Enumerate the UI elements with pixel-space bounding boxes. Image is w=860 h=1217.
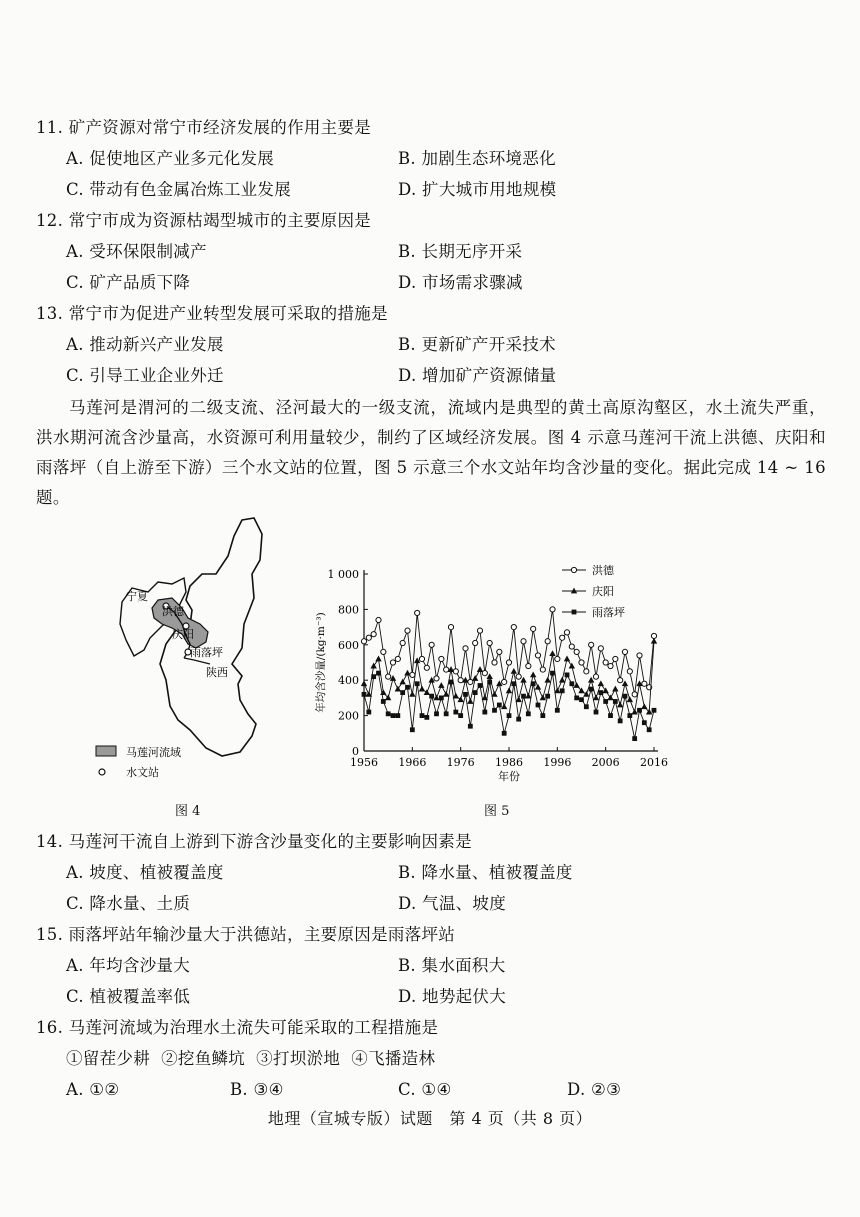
point-hongde [468, 679, 473, 684]
question-12-option-d: D. 市场需求骤减 [398, 273, 523, 292]
point-yuluoping [584, 704, 589, 709]
point-yuluoping [487, 680, 492, 685]
y-tick-label: 200 [338, 709, 359, 723]
point-hongde [458, 678, 463, 683]
point-hongde [419, 656, 424, 661]
point-qingyang [530, 671, 536, 677]
legend-station-icon [99, 769, 105, 775]
point-yuluoping [642, 720, 647, 725]
point-hongde [637, 653, 642, 658]
point-hongde [386, 674, 391, 679]
point-yuluoping [603, 699, 608, 704]
point-hongde [487, 640, 492, 645]
point-hongde [381, 649, 386, 654]
point-qingyang [559, 677, 565, 683]
point-hongde [424, 665, 429, 670]
legend-basin-label: 马莲河流域 [126, 746, 181, 759]
point-hongde [405, 628, 410, 633]
point-yuluoping [531, 681, 536, 686]
point-hongde [521, 639, 526, 644]
point-hongde [535, 653, 540, 658]
point-hongde [564, 630, 569, 635]
question-16-items: ①留茬少耕 ②挖鱼鳞坑 ③打坝淤地 ④飞播造林 [66, 1049, 436, 1068]
point-qingyang [617, 702, 623, 708]
point-qingyang [399, 679, 405, 685]
point-qingyang [457, 696, 463, 702]
question-14-option-c: C. 降水量、土质 [66, 894, 191, 913]
point-hongde [482, 671, 487, 676]
map-label-ningxia: 宁夏 [126, 590, 148, 603]
point-hongde [555, 656, 560, 661]
point-yuluoping [569, 681, 574, 686]
point-yuluoping [366, 710, 371, 715]
question-16-stem: 16. 马莲河流域为治理水土流失可能采取的工程措施是 [36, 1018, 439, 1037]
point-yuluoping [405, 685, 410, 690]
point-qingyang [535, 684, 541, 690]
point-hongde [400, 640, 405, 645]
question-15-option-d: D. 地势起伏大 [398, 987, 507, 1006]
point-hongde [632, 692, 637, 697]
point-hongde [540, 667, 545, 672]
point-qingyang [627, 696, 633, 702]
point-hongde [579, 660, 584, 665]
x-tick-label: 2006 [591, 756, 620, 769]
point-hongde [366, 635, 371, 640]
legend-station-label: 水文站 [126, 766, 159, 779]
point-yuluoping [516, 717, 521, 722]
point-yuluoping [627, 713, 632, 718]
question-11-option-b: B. 加剧生态环境恶化 [398, 149, 556, 168]
point-hongde [613, 656, 618, 661]
point-hongde [603, 660, 608, 665]
point-hongde [608, 663, 613, 668]
question-13-option-a: A. 推动新兴产业发展 [66, 335, 224, 354]
reading-passage: 马莲河是渭河的二级支流、泾河最大的一级支流，流域内是典型的黄土高原沟壑区，水土流失严重，洪水期河流含沙量高，水资源可利用量较少，制约了区域经济发展。图 4 示意马莲河干流上洪德、庆阳和雨落坪（自上游至下游）三个水文站的位置，图 5 示意三个水文站年均含沙量的变化。据此完成 14 ~ 16 题。 [36, 398, 826, 507]
point-yuluoping [565, 672, 570, 677]
figure-4-map [92, 514, 272, 814]
point-hongde [444, 667, 449, 672]
point-hongde [618, 678, 623, 683]
point-yuluoping [623, 694, 628, 699]
question-15-option-a: A. 年均含沙量大 [66, 956, 191, 975]
point-hongde [463, 646, 468, 651]
question-13-option-d: D. 增加矿产资源储量 [398, 366, 557, 385]
point-yuluoping [458, 713, 463, 718]
figure-5-caption: 图 5 [484, 804, 510, 819]
question-11-option-a: A. 促使地区产业多元化发展 [66, 149, 275, 168]
question-13-option-b: B. 更新矿产开采技术 [398, 335, 556, 354]
map-label-shaanxi: 陕西 [206, 666, 228, 679]
point-yuluoping [540, 713, 545, 718]
point-yuluoping [492, 708, 497, 713]
point-qingyang [375, 656, 381, 662]
point-hongde [550, 607, 555, 612]
point-yuluoping [371, 674, 376, 679]
point-qingyang [564, 656, 570, 662]
point-yuluoping [511, 681, 516, 686]
point-yuluoping [376, 671, 381, 676]
point-qingyang [424, 689, 430, 695]
series-line-qingyang [364, 641, 654, 712]
point-yuluoping [424, 715, 429, 720]
map-label-yuluoping: 雨落坪 [190, 646, 223, 659]
question-14-option-b: B. 降水量、植被覆盖度 [398, 863, 573, 882]
point-hongde [395, 656, 400, 661]
point-yuluoping [473, 690, 478, 695]
point-hongde [448, 625, 453, 630]
question-11-stem: 11. 矿产资源对常宁市经济发展的作用主要是 [36, 118, 372, 137]
point-hongde [410, 672, 415, 677]
point-yuluoping [579, 697, 584, 702]
question-14-option-d: D. 气温、坡度 [398, 894, 507, 913]
map-label-hongde: 洪德 [162, 605, 184, 618]
figure-5-chart [308, 556, 678, 791]
point-yuluoping [613, 699, 618, 704]
point-yuluoping [395, 713, 400, 718]
legend-label-yuluoping: 雨落坪 [592, 606, 625, 619]
point-qingyang [409, 691, 415, 697]
point-yuluoping [468, 724, 473, 729]
point-hongde [560, 635, 565, 640]
point-hongde [497, 649, 502, 654]
point-yuluoping [507, 713, 512, 718]
x-axis-label: 年份 [498, 770, 520, 783]
point-qingyang [472, 675, 478, 681]
series-line-yuluoping [364, 673, 654, 738]
point-hongde [506, 660, 511, 665]
y-tick-label: 400 [338, 674, 359, 688]
point-qingyang [443, 691, 449, 697]
point-qingyang [404, 670, 410, 676]
point-yuluoping [555, 708, 560, 713]
point-yuluoping [594, 710, 599, 715]
point-qingyang [506, 687, 512, 693]
question-16-option-d: D. ②③ [567, 1080, 622, 1099]
point-hongde [642, 681, 647, 686]
point-qingyang [467, 698, 473, 704]
point-hongde [569, 644, 574, 649]
point-qingyang [433, 695, 439, 701]
point-hongde [439, 656, 444, 661]
y-tick-label: 1 000 [327, 568, 359, 581]
point-yuluoping [637, 708, 642, 713]
point-qingyang [641, 703, 647, 709]
point-hongde [574, 649, 579, 654]
point-yuluoping [420, 713, 425, 718]
point-qingyang [583, 691, 589, 697]
series-line-hongde [364, 609, 654, 694]
point-hongde [589, 642, 594, 647]
question-13-option-c: C. 引导工业企业外迁 [66, 366, 224, 385]
question-12-option-b: B. 长期无序开采 [398, 242, 523, 261]
point-hongde [627, 669, 632, 674]
point-yuluoping [632, 736, 637, 741]
point-hongde [651, 633, 656, 638]
point-yuluoping [521, 694, 526, 699]
y-tick-label: 600 [338, 638, 359, 652]
map-label-qingyang: 庆阳 [172, 628, 194, 641]
question-11-option-d: D. 扩大城市用地规模 [398, 180, 557, 199]
x-tick-label: 1986 [495, 756, 523, 769]
question-12-stem: 12. 常宁市成为资源枯竭型城市的主要原因是 [36, 211, 372, 230]
point-qingyang [419, 686, 425, 692]
point-yuluoping [502, 731, 507, 736]
point-hongde [477, 628, 482, 633]
point-yuluoping [434, 711, 439, 716]
x-tick-label: 1966 [398, 756, 427, 769]
point-hongde [371, 632, 376, 637]
point-hongde [516, 674, 521, 679]
point-hongde [593, 674, 598, 679]
point-yuluoping [415, 681, 420, 686]
point-qingyang [438, 682, 444, 688]
point-yuluoping [439, 696, 444, 701]
question-12-option-c: C. 矿产品质下降 [66, 273, 191, 292]
x-tick-label: 2016 [640, 756, 668, 769]
legend-label-hongde: 洪德 [592, 564, 614, 577]
legend-basin-swatch [96, 746, 116, 756]
point-yuluoping [429, 694, 434, 699]
point-yuluoping [618, 719, 623, 724]
point-hongde [429, 642, 434, 647]
question-15-option-b: B. 集水面积大 [398, 956, 506, 975]
point-yuluoping [608, 713, 613, 718]
point-qingyang [631, 709, 637, 715]
question-16-option-a: A. ①② [66, 1080, 120, 1099]
point-qingyang [511, 668, 517, 674]
point-qingyang [651, 638, 657, 644]
point-yuluoping [550, 671, 555, 676]
point-hongde [545, 639, 550, 644]
point-hongde [361, 639, 366, 644]
question-12-option-a: A. 受环保限制减产 [66, 242, 207, 261]
point-hongde [434, 676, 439, 681]
point-yuluoping [560, 688, 565, 693]
point-yuluoping [362, 692, 367, 697]
question-11-option-c: C. 带动有色金属冶炼工业发展 [66, 180, 292, 199]
point-yuluoping [463, 692, 468, 697]
point-hongde [598, 646, 603, 651]
point-yuluoping [598, 690, 603, 695]
question-15-option-c: C. 植被覆盖率低 [66, 987, 191, 1006]
point-qingyang [549, 650, 555, 656]
question-14-stem: 14. 马莲河干流自上游到下游含沙量变化的主要影响因素是 [36, 832, 472, 851]
point-qingyang [501, 703, 507, 709]
point-qingyang [361, 680, 367, 686]
point-qingyang [477, 666, 483, 672]
figure-4-caption: 图 4 [175, 804, 201, 819]
point-yuluoping [400, 690, 405, 695]
point-yuluoping [444, 711, 449, 716]
legend-marker-qingyang [571, 588, 577, 594]
point-yuluoping [545, 694, 550, 699]
point-yuluoping [391, 713, 396, 718]
point-yuluoping [497, 703, 502, 708]
point-yuluoping [574, 696, 579, 701]
point-hongde [415, 610, 420, 615]
point-yuluoping [449, 680, 454, 685]
y-tick-label: 800 [338, 603, 359, 617]
point-yuluoping [478, 683, 483, 688]
point-yuluoping [526, 711, 531, 716]
point-hongde [376, 617, 381, 622]
point-yuluoping [453, 710, 458, 715]
point-hongde [473, 640, 478, 645]
point-hongde [584, 669, 589, 674]
point-hongde [526, 663, 531, 668]
point-yuluoping [386, 711, 391, 716]
point-hongde [622, 649, 627, 654]
point-qingyang [540, 695, 546, 701]
point-yuluoping [647, 727, 652, 732]
point-hongde [492, 660, 497, 665]
point-yuluoping [410, 727, 415, 732]
page-footer: 地理（宣城专版）试题 第 4 页（共 8 页） [267, 1109, 593, 1128]
point-qingyang [544, 677, 550, 683]
point-yuluoping [652, 708, 657, 713]
point-hongde [531, 626, 536, 631]
question-16-option-c: C. ①④ [398, 1080, 452, 1099]
point-qingyang [612, 686, 618, 692]
point-hongde [511, 625, 516, 630]
point-qingyang [573, 682, 579, 688]
point-hongde [502, 679, 507, 684]
x-tick-label: 1996 [543, 756, 572, 769]
question-13-stem: 13. 常宁市为促进产业转型发展可采取的措施是 [36, 304, 388, 323]
point-yuluoping [482, 710, 487, 715]
point-yuluoping [381, 699, 386, 704]
x-tick-label: 1956 [350, 756, 378, 769]
legend-label-qingyang: 庆阳 [592, 585, 614, 598]
y-tick-label: 0 [352, 745, 359, 758]
question-15-stem: 15. 雨落坪站年输沙量大于洪德站，主要原因是雨落坪站 [36, 925, 456, 944]
point-yuluoping [536, 703, 541, 708]
y-axis-label: 年均含沙量/(kg·m⁻³) [315, 612, 327, 713]
question-16-option-b: B. ③④ [230, 1080, 284, 1099]
legend-marker-yuluoping [572, 610, 577, 615]
point-yuluoping [589, 687, 594, 692]
question-14-option-a: A. 坡度、植被覆盖度 [66, 863, 224, 882]
x-tick-label: 1976 [446, 756, 475, 769]
point-hongde [453, 669, 458, 674]
point-hongde [390, 660, 395, 665]
legend-marker-hongde [571, 567, 576, 572]
point-qingyang [598, 680, 604, 686]
